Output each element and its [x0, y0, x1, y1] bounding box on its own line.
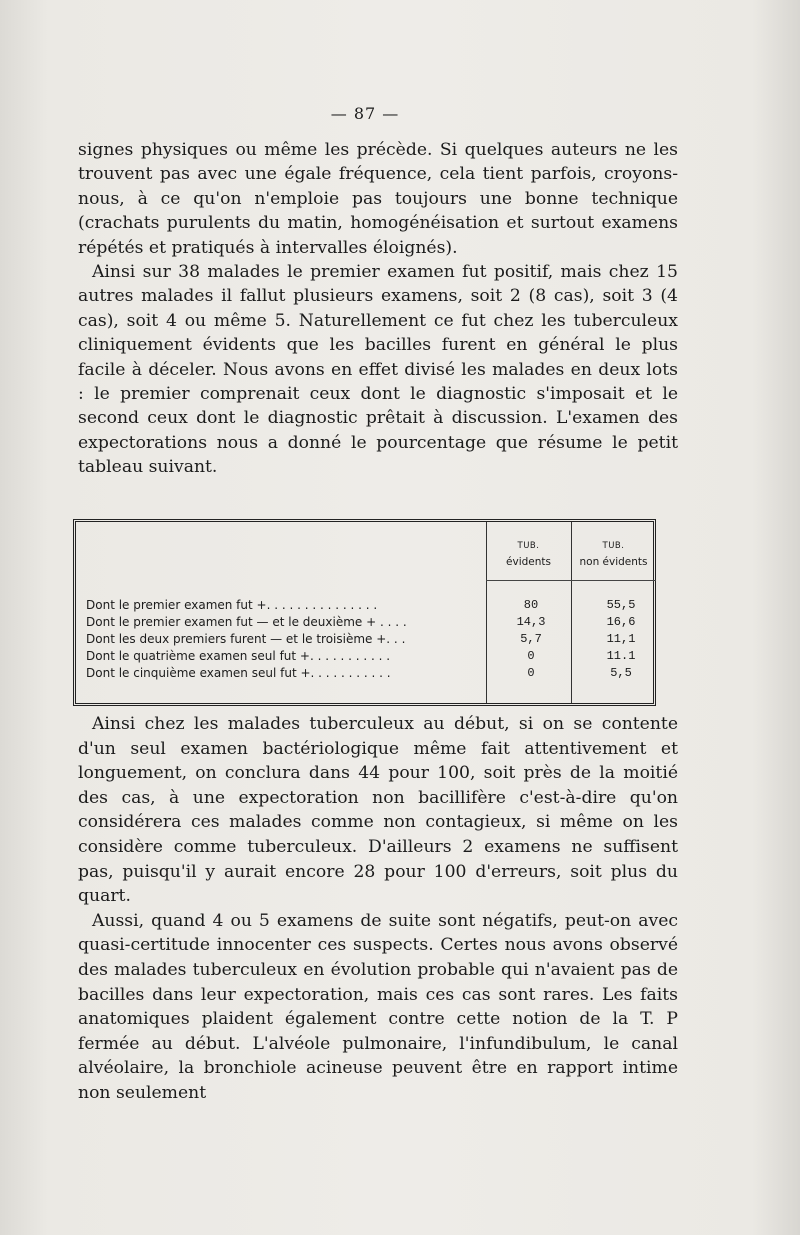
column-header-bottom: évidents: [506, 556, 551, 568]
value-evidents: 0: [527, 649, 535, 663]
table-row: [86, 631, 651, 648]
table-row: [86, 614, 651, 631]
row-label: Dont le cinquième examen seul fut +. . . . . . . . . . .: [86, 666, 391, 680]
column-header-evidents: [486, 538, 571, 570]
value-non-evidents: 11,1: [606, 632, 636, 646]
column-header-bottom: non évidents: [579, 556, 648, 568]
value-evidents: 80: [523, 598, 539, 612]
table-row: [86, 597, 651, 614]
row-label: Dont le quatrième examen seul fut +. . . . . . . . . . .: [86, 649, 391, 663]
value-evidents: 0: [527, 666, 535, 680]
paragraph: Aussi, quand 4 ou 5 examens de suite sont négatifs, peut-on avec quasi-certitude innocenter ces suspects. Certes nous avons observé des malades tuberculeux en évolution probable qui n'avaient pas de bacilles dans leur expectoration, mais ces cas sont rares. Les faits anatomiques plaident également contre cette notion de la T. P fermée au début. L'alvéole pulmonaire, l'infundibulum, le canal alvéolaire, la bronchiole acineuse peuvent être en rapport intime non seulement: [78, 910, 678, 1103]
value-non-evidents: 55,5: [606, 598, 636, 612]
value-non-evidents: 5,5: [610, 666, 632, 680]
paragraph: Ainsi chez les malades tuberculeux au début, si on se contente d'un seul examen bactériologique même fait attentivement et longuement, on conclura dans 44 pour 100, soit près de la moitié des cas, à une expectoration non bacillifère c'est-à-dire qu'on considérera ces malades comme non contagieux, si même on les considère comme tuberculeux. D'ailleurs 2 examens ne suffisent pas, puisqu'il y aurait encore 28 pour 100 d'erreurs, soit plus du quart.: [78, 714, 678, 907]
row-label: Dont le premier examen fut +. . . . . . . . . . . . . . .: [86, 598, 378, 612]
text-block-top: [78, 138, 678, 480]
paragraph: signes physiques ou même les précède. Si quelques auteurs ne les trouvent pas avec une égale fréquence, cela tient parfois, croyons-nous, à ce qu'on n'emploie pas toujours une bonne technique (crachats purulents du matin, homogénéisation et surtout examens répétés et pratiqués à intervalles éloignés).: [78, 140, 678, 258]
row-label: Dont le premier examen fut — et le deuxième + . . . .: [86, 615, 407, 629]
value-non-evidents: 16,6: [606, 615, 636, 629]
value-evidents: 14,3: [516, 615, 546, 629]
table-row: [86, 648, 651, 665]
results-table: [73, 519, 656, 706]
header-divider: [486, 580, 656, 581]
paragraph: Ainsi sur 38 malades le premier examen fut positif, mais chez 15 autres malades il fallut plusieurs examens, soit 2 (8 cas), soit 3 (4 cas), soit 4 ou même 5. Naturellement ce fut chez les tuberculeux cliniquement évidents que les bacilles furent en général le plus facile à déceler. Nous avons en effet divisé les malades en deux lots : le premier comprenait ceux dont le diagnostic s'imposait et le second ceux dont le diagnostic prêtait à discussion. L'examen des expectorations nous a donné le pourcentage que résume le petit tableau suivant.: [78, 262, 678, 478]
table-row: [86, 665, 651, 682]
value-evidents: 5,7: [520, 632, 542, 646]
column-header-non-evidents: [571, 538, 656, 570]
text-block-bottom: [78, 712, 678, 1106]
row-label: Dont les deux premiers furent — et le troisième +. . .: [86, 632, 406, 646]
page-number: — 87 —: [330, 104, 400, 123]
value-non-evidents: 11.1: [606, 649, 636, 663]
column-header-top: TUB.: [517, 541, 540, 551]
column-header-top: TUB.: [602, 541, 625, 551]
